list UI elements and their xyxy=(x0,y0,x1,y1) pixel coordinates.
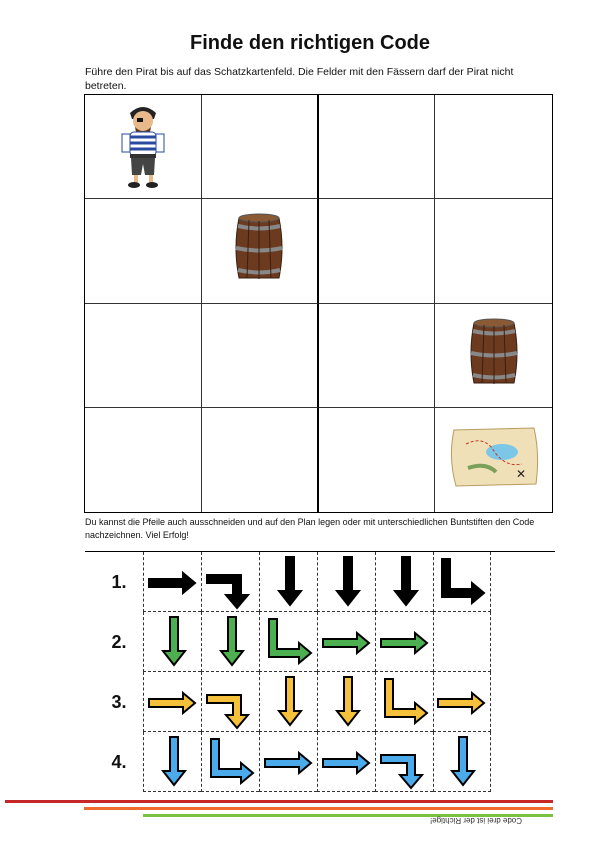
pirate-icon xyxy=(108,99,178,194)
code-row xyxy=(95,612,491,672)
board-cell xyxy=(435,95,552,199)
barrel-icon xyxy=(464,317,524,394)
svg-text:✕: ✕ xyxy=(515,467,526,482)
arrow-right-down-icon xyxy=(203,553,259,611)
code-row xyxy=(95,732,491,792)
code-cell xyxy=(317,612,375,672)
arrow-down-right-icon xyxy=(377,673,433,731)
answer-upside-down: Code drei ist der Richtige! xyxy=(430,816,523,825)
code-label: 1. xyxy=(111,571,127,592)
code-cell xyxy=(143,612,201,672)
map-icon xyxy=(446,424,542,495)
arrow-down-icon xyxy=(145,733,201,791)
code-cell xyxy=(201,552,259,612)
arrow-right-icon xyxy=(319,733,375,791)
arrow-right-down-icon xyxy=(203,673,259,731)
board-cell xyxy=(202,95,319,199)
board-cell xyxy=(85,199,202,303)
arrow-right-down-icon xyxy=(377,733,433,791)
game-board xyxy=(84,94,553,513)
code-cell xyxy=(259,732,317,792)
footer-line-orange xyxy=(84,807,553,810)
arrow-down-icon xyxy=(145,613,201,671)
code-cell xyxy=(433,732,491,792)
arrow-down-icon xyxy=(203,613,259,671)
board-cell xyxy=(435,199,552,303)
page-title: Finde den richtigen Code xyxy=(189,32,430,54)
instructions: Führe den Pirat bis auf das Schatzkartenfeld. Die Felder mit den Fässern darf der Pirat nicht betreten. xyxy=(85,66,514,92)
code-table xyxy=(95,552,491,792)
arrow-down-right-icon xyxy=(203,733,259,791)
code-cell xyxy=(317,672,375,732)
arrow-down-icon xyxy=(434,733,490,791)
code-cell xyxy=(201,672,259,732)
code-cell xyxy=(259,672,317,732)
code-row xyxy=(95,552,491,612)
arrow-down-right-icon xyxy=(261,613,317,671)
board-cell xyxy=(319,95,436,199)
code-cell xyxy=(143,732,201,792)
arrow-down-icon xyxy=(319,553,375,611)
board-cell xyxy=(319,199,436,303)
code-label: 2. xyxy=(111,631,127,652)
arrow-down-icon xyxy=(261,553,317,611)
barrel-icon xyxy=(229,212,289,289)
board-cell xyxy=(202,199,319,303)
board-cell xyxy=(85,408,202,512)
code-cell xyxy=(375,672,433,732)
code-cell xyxy=(143,672,201,732)
code-cell xyxy=(259,612,317,672)
arrow-down-icon xyxy=(319,673,375,731)
board-cell xyxy=(435,408,552,512)
board-cell xyxy=(319,408,436,512)
board-cell xyxy=(202,304,319,408)
arrow-down-right-icon xyxy=(434,553,490,611)
board-cell xyxy=(85,304,202,408)
code-cell xyxy=(375,612,433,672)
board-cell xyxy=(435,304,552,408)
board-cell xyxy=(202,408,319,512)
code-cell xyxy=(259,552,317,612)
code-label: 3. xyxy=(111,691,127,712)
arrow-right-icon xyxy=(261,733,317,791)
code-cell xyxy=(375,552,433,612)
arrow-right-icon xyxy=(145,553,201,611)
code-cell xyxy=(433,612,491,672)
arrow-right-icon xyxy=(319,613,375,671)
code-cell xyxy=(433,672,491,732)
arrow-down-icon xyxy=(377,553,433,611)
hint-text: Du kannst die Pfeile auch ausschneiden und auf den Plan legen oder mit unterschiedlichen Buntstiften den Code nachzeichnen. Viel Erfolg! xyxy=(85,517,535,540)
code-cell xyxy=(201,612,259,672)
code-cell xyxy=(317,732,375,792)
code-cell xyxy=(433,552,491,612)
code-cell xyxy=(143,552,201,612)
arrow-right-icon xyxy=(434,673,490,731)
footer-line-red xyxy=(5,800,553,803)
arrow-right-icon xyxy=(145,673,201,731)
board-cell xyxy=(85,95,202,199)
code-label: 4. xyxy=(111,751,127,772)
code-row xyxy=(95,672,491,732)
board-cell xyxy=(319,304,436,408)
code-cell xyxy=(317,552,375,612)
arrow-right-icon xyxy=(377,613,433,671)
code-cell xyxy=(201,732,259,792)
arrow-down-icon xyxy=(261,673,317,731)
code-cell xyxy=(375,732,433,792)
